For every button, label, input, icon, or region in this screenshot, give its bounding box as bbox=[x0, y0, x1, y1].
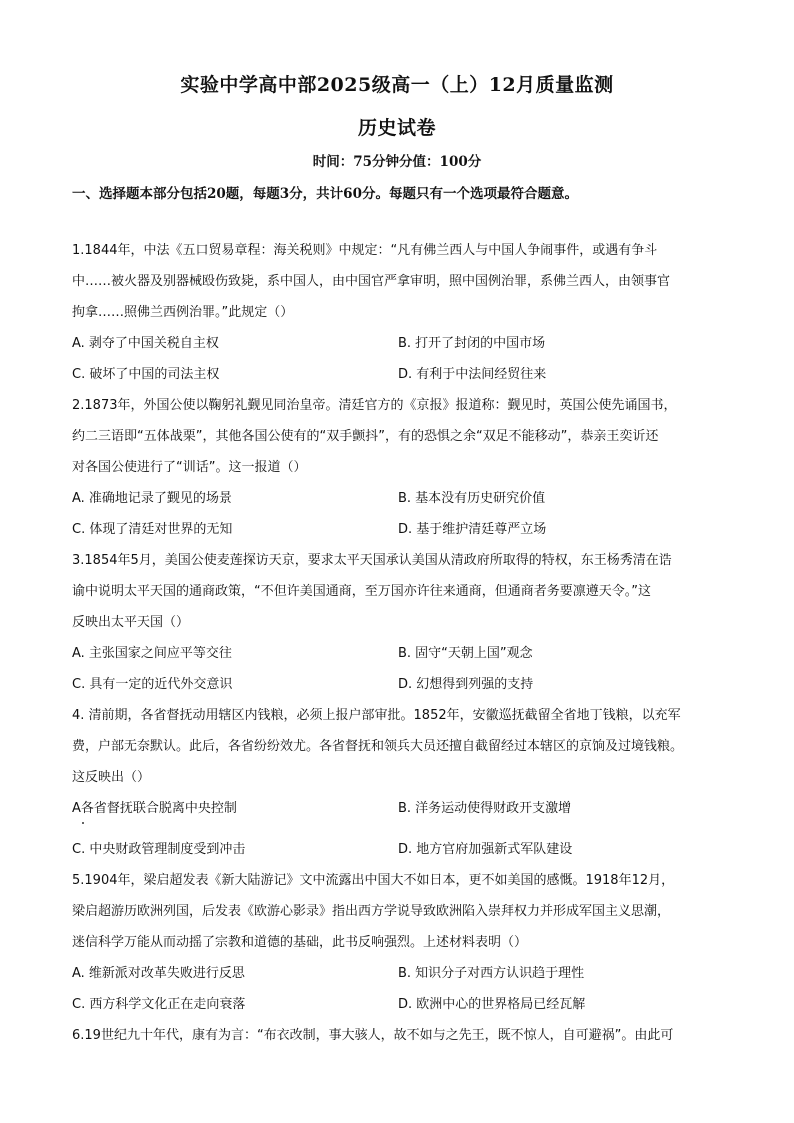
question-2-line-3: 对各国公使进行了“训话”。这一报道（） bbox=[72, 460, 307, 475]
question-3-line-1: 3.1854年5月，美国公使麦莲探访天京，要求太平天国承认美国从清政府所取得的特权，东王杨秀清在诰 bbox=[72, 553, 672, 568]
question-5-option-d: D. 欧洲中心的世界格局已经瓦解 bbox=[398, 997, 586, 1012]
question-1-option-d: D. 有利于中法间经贸往来 bbox=[398, 367, 547, 382]
question-5-line-2: 梁启超游历欧洲列国，后发表《欧游心影录》指出西方学说导致欧洲陷入崇拜权力并形成军国主义思潮， bbox=[72, 904, 671, 919]
question-2-option-b: B. 基本没有历史研究价值 bbox=[398, 491, 546, 506]
question-2-line-1: 2.1873年，外国公使以鞠躬礼觐见同治皇帝。清廷官方的《京报》报道称：觐见时，英国公使先诵国书， bbox=[72, 398, 677, 413]
question-3-option-b: B. 固守“天朝上国”观念 bbox=[398, 646, 533, 661]
question-5-option-c: C. 西方科学文化正在走向衰落 bbox=[72, 997, 246, 1012]
question-1-option-c: C. 破坏了中国的司法主权 bbox=[72, 367, 220, 382]
question-3-option-d: D. 幻想得到列强的支持 bbox=[398, 677, 534, 692]
exam-subtitle: 历史试卷 bbox=[357, 117, 436, 139]
question-3-line-3: 反映出太平天国（） bbox=[72, 615, 190, 630]
question-4-option-d: D. 地方官府加强新式军队建设 bbox=[398, 842, 573, 857]
question-1-line-1: 1.1844年，中法《五口贸易章程：海关税则》中规定：“凡有佛兰西人与中国人争闹事件，或遇有争斗 bbox=[72, 243, 658, 258]
question-1-option-b: B. 打开了封闭的中国市场 bbox=[398, 336, 546, 351]
question-5-line-3: 迷信科学万能从而动摇了宗教和道德的基础，此书反响强烈。上述材料表明（） bbox=[72, 935, 528, 950]
question-2-option-d: D. 基于维护清廷尊严立场 bbox=[398, 522, 547, 537]
section-heading: 一、选择题本部分包括20题，每题3分，共计60分。每题只有一个选项最符合题意。 bbox=[72, 186, 578, 202]
question-5-option-a: A. 维新派对改革失败进行反思 bbox=[72, 966, 245, 981]
question-2-line-2: 约二三语即“五体战栗”，其他各国公使有的“双手颤抖”，有的恐惧之余“双足不能移动”，恭亲王奕䜣还 bbox=[72, 429, 659, 444]
question-4-option-a: A各省督抚联合脱离中央控制 bbox=[72, 801, 237, 816]
question-6-line-1: 6.19世纪九十年代，康有为言：“布衣改制，事大骇人，故不如与之先王，既不惊人，自可避祸”。由此可 bbox=[72, 1028, 674, 1043]
question-2-option-c: C. 体现了清廷对世界的无知 bbox=[72, 522, 233, 537]
question-5-line-1: 5.1904年，梁启超发表《新大陆游记》文中流露出中国大不如日本，更不如美国的感慨。1918年12月， bbox=[72, 873, 675, 888]
question-5-option-b: B. 知识分子对西方认识趋于理性 bbox=[398, 966, 585, 981]
question-4-line-2: 费，户部无奈默认。此后，各省纷纷效尤。各省督抚和领兵大员还擅自截留经过本辖区的京饷及过境钱粮。 bbox=[72, 739, 684, 754]
question-4-line-1: 4. 清前期，各省督抚动用辖区内钱粮，必须上报户部审批。1852年，安徽巡抚截留全省地丁钱粮，以充军 bbox=[72, 708, 681, 723]
exam-title: 实验中学高中部2025级高一（上）12月质量监测 bbox=[180, 74, 614, 96]
question-2-option-a: A. 准确地记录了觐见的场景 bbox=[72, 491, 232, 506]
stray-dot bbox=[82, 822, 84, 824]
question-1-line-3: 拘拿……照佛兰西例治罪。”此规定（） bbox=[72, 305, 294, 320]
question-1-line-2: 中……被火器及别器械殴伤致毙，系中国人，由中国官严拿审明，照中国例治罪，系佛兰西人，由领事官 bbox=[72, 274, 671, 289]
question-3-option-a: A. 主张国家之间应平等交往 bbox=[72, 646, 232, 661]
exam-meta: 时间：75分钟分值：100分 bbox=[312, 154, 482, 170]
question-3-line-2: 谕中说明太平天国的通商政策，“不但许美国通商，至万国亦许往来通商，但通商者务要凛遵天令。”这 bbox=[72, 584, 651, 599]
question-1-option-a: A. 剥夺了中国关税自主权 bbox=[72, 336, 219, 351]
question-4-line-3: 这反映出（） bbox=[72, 770, 151, 785]
question-4-option-b: B. 洋务运动使得财政开支激增 bbox=[398, 801, 572, 816]
question-3-option-c: C. 具有一定的近代外交意识 bbox=[72, 677, 233, 692]
question-4-option-c: C. 中央财政管理制度受到冲击 bbox=[72, 842, 246, 857]
